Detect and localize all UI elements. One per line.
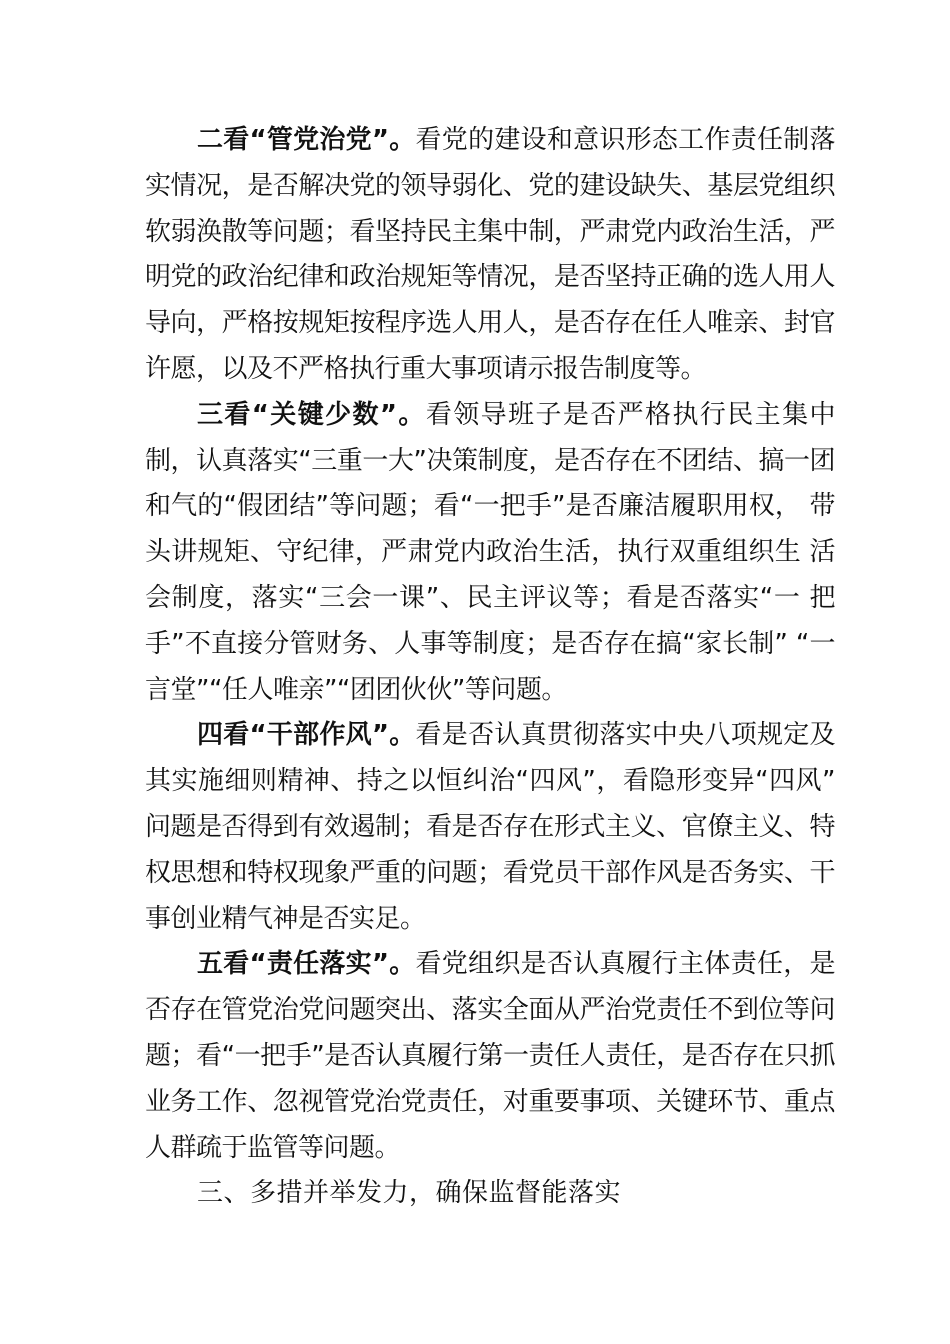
paragraph-body: 看领导班子是否严格执行民主集中制，认真落实“三重一大”决策制度，是否存在不团结、搞一团 和气的“假团结”等问题；看“一把手”是否廉洁履职用权， 带头讲规矩、守纪律，严肃党内政治生活，执行双重组织生 活会制度，落实“三会一课”、民主评议等；看是否落实“一 把手”不直接分管财务、人事等制度；是否存在搞“家长制” “一言堂”“任人唯亲”“团团伙伙”等问题。 <box>145 399 835 705</box>
paragraph-guanjian-shaoshu <box>145 393 835 714</box>
document-page <box>145 118 835 1217</box>
paragraph-ganbu-zuofeng <box>145 713 835 942</box>
paragraph-body: 看是否认真贯彻落实中央八项规定及其实施细则精神、持之以恒纠治“四风”，看隐形变异“四风” 问题是否得到有效遏制；看是否存在形式主义、官僚主义、特权思想和特权现象严重的问题；看党员干部作风是否务实、干事创业精气神是否实足。 <box>145 720 835 934</box>
paragraph-zeren-luoshi <box>145 942 835 1171</box>
paragraph-lead: 二看“管党治党”。 <box>197 125 416 155</box>
paragraph-body: 看党组织是否认真履行主体责任，是否存在管党治党问题突出、落实全面从严治党责任不到位等问题；看“一把手”是否认真履行第一责任人责任，是否存在只抓业务工作、忽视管党治党责任，对重要事项、关键环节、重点人群疏于监管等问题。 <box>145 949 835 1163</box>
paragraph-lead: 四看“干部作风”。 <box>197 720 416 751</box>
paragraph-lead: 三看“关键少数”。 <box>197 399 426 430</box>
paragraph-guandang-zhidang <box>145 118 835 393</box>
section-heading: 三、多措并举发力，确保监督能落实 <box>197 1178 622 1209</box>
paragraph-lead: 五看“责任落实”。 <box>197 949 416 980</box>
paragraph-body: 看党的建设和意识形态工作责任制落实情况，是否解决党的领导弱化、党的建设缺失、基层党组织软弱涣散等问题；看坚持民主集中制，严肃党内政治生活，严明党的政治纪律和政治规矩等情况，是否坚持正确的选人用人导向，严格按规矩按程序选人用人，是否存在任人唯亲、封官许愿，以及不严格执行重大事项请示报告制度等。 <box>145 125 835 384</box>
